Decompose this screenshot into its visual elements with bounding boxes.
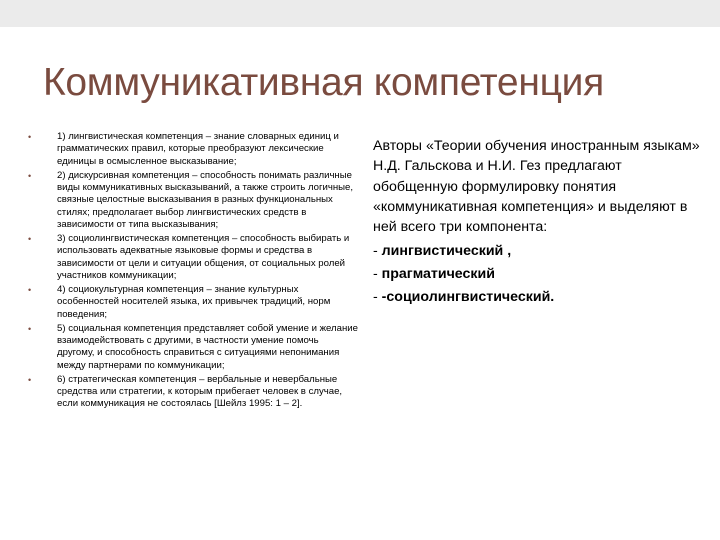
list-item: [28, 323, 358, 372]
list-item-text: 5) социальная компетенция представляет собой умение и желание взаимодействовать с другими, в частности умение помочь другому, и способность справиться с ситуациями непонимания между партнерами по коммуникации;: [57, 322, 358, 371]
bullet-icon: •: [28, 170, 32, 181]
competence-list: [28, 131, 358, 412]
bullet-icon: •: [28, 233, 32, 244]
summary-block: [373, 136, 703, 309]
list-item: [373, 240, 703, 263]
list-item-text: 4) социокультурная компетенция – знание культурных особенностей носителей языка, их привычек традиций, норм поведения;: [57, 283, 331, 320]
dash-marker: -: [373, 266, 382, 283]
bullet-icon: •: [28, 284, 32, 295]
component-label: лингвистический ,: [381, 243, 512, 260]
slide-title: Коммуникативная компетенция: [43, 61, 604, 104]
list-item: [28, 131, 358, 168]
list-item: [373, 286, 703, 309]
list-item: [28, 233, 358, 282]
bullet-icon: •: [28, 132, 32, 142]
component-label: -социолингвистический.: [381, 289, 555, 306]
header-band: [0, 0, 720, 27]
dash-marker: -: [373, 289, 382, 306]
list-item-text: 6) стратегическая компетенция – вербальные и невербальные средства или стратегии, к которым прибегает человек в случае, если коммуникация не состоялась [Шейлз 1995: 1 – 2].: [57, 373, 343, 410]
list-item-text: 1) лингвистическая компетенция – знание словарных единиц и грамматических правил, которые преобразуют лексические единицы в осмысленное высказывание;: [57, 131, 339, 167]
list-item: [28, 284, 358, 321]
component-list: [373, 240, 703, 309]
list-item-text: 2) дискурсивная компетенция – способность понимать различные виды коммуникативных высказываний, а также строить логичные, связные целостные высказывания в разных функциональных стилях; предполагает выбор лингвистических средств в зависимости от типа высказывания;: [57, 169, 354, 230]
summary-paragraph: Авторы «Теории обучения иностранным языкам» Н.Д. Гальскова и Н.И. Гез предлагают обобщенную формулировку понятия «коммуникативная компетенция» и выделяют в ней всего три компонента:: [373, 138, 700, 236]
bullet-icon: •: [28, 374, 32, 385]
list-item: [373, 263, 703, 286]
dash-marker: -: [373, 243, 382, 260]
component-label: прагматический: [381, 266, 495, 283]
bullet-icon: •: [28, 323, 32, 334]
list-item: [28, 170, 358, 231]
list-item-text: 3) социолингвистическая компетенция – способность выбирать и использовать адекватные языковые формы и средства в зависимости от цели и ситуации общения, от социальных ролей участников коммуникации;: [57, 232, 350, 281]
list-item: [28, 374, 358, 411]
